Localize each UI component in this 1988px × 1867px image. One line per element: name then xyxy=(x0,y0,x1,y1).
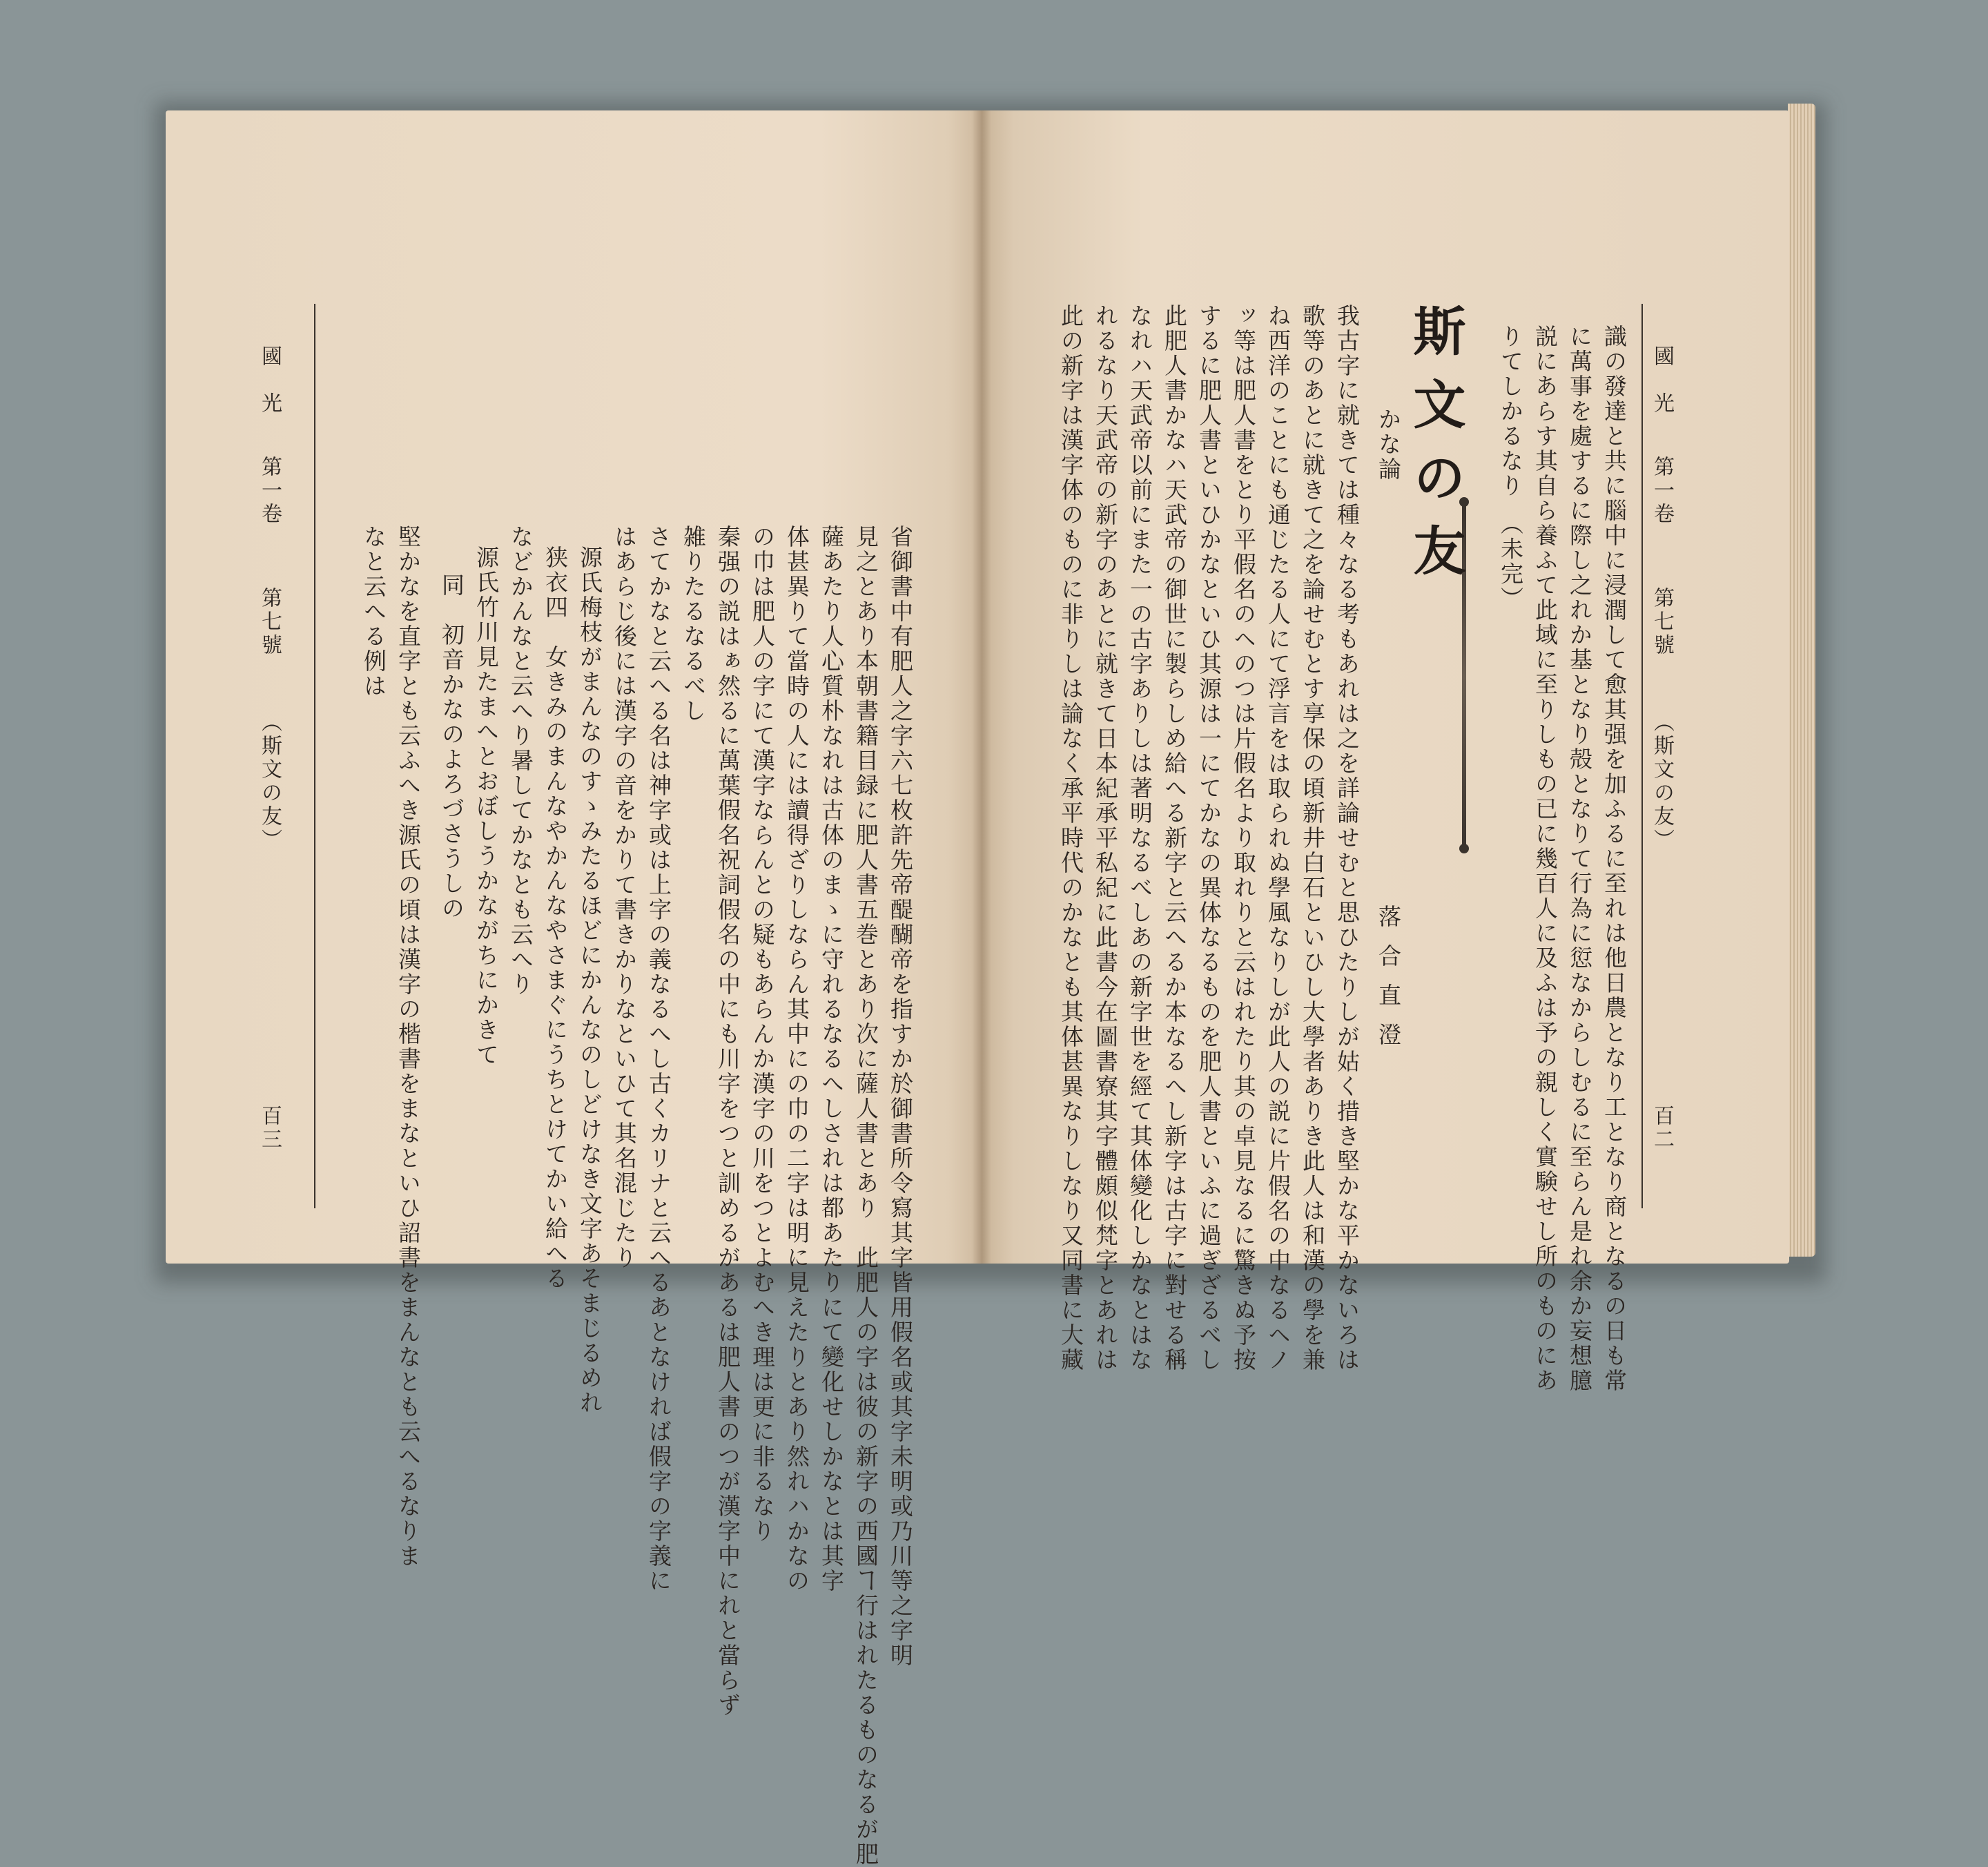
left-page-number: 百三 xyxy=(257,1105,282,1152)
left-text-column: はあらじ後には漢字の音をかりて書きかりなといひて其名混じたり xyxy=(611,525,638,1270)
left-text-column: の巾は肥人の字にて漢字ならんとの疑もあらんか漢字の川をつとよむへき理は更に非るなり xyxy=(749,525,776,1544)
right-header-volume: 第一卷 xyxy=(1650,456,1674,526)
left-header-journal: 國 光 xyxy=(257,345,282,416)
article-subtitle: かな論 xyxy=(1375,407,1402,482)
left-text-column: 体甚異りて當時の人には讀得ざりしならん其中にの巾の二字は明に見えたりとあり然れハかなの xyxy=(783,525,810,1594)
left-text-column: さてかなと云へる名は神字或は上字の義なるへし古くカリナと云へるあとなければ假字の字義に xyxy=(645,525,672,1594)
left-text-column: 薩あたり人心質朴なれは古体のまゝに守れるなるへしされは都あたりにて變化せしかなとは其字 xyxy=(818,525,845,1594)
left-text-column: 源氏梅枝がまんなのすゝみたるほどにかんなのしどけなき文字あそまじるめれ xyxy=(576,545,603,1415)
right-header-journal: 國 光 xyxy=(1650,345,1674,416)
left-header-volume: 第一卷 xyxy=(257,456,282,526)
right-page-number: 百二 xyxy=(1650,1105,1674,1152)
right-text-column: 此の新字は漢字体のものに非りしは論なく承平時代のかなとも其体甚異なりしなり又同書に大藏 xyxy=(1058,304,1084,1373)
book-gutter xyxy=(972,110,991,1264)
left-header-section: （斯文の友） xyxy=(257,711,282,852)
left-text-column: 源氏竹川見たまへとおぼしうかながちにかきて xyxy=(473,545,500,1067)
right-text-column: 識の發達と共に腦中に浸潤して愈其强を加ふるに至れは他日農となり工となり商となるの日も常 xyxy=(1601,325,1628,1393)
left-text-column: 見之とあり本朝書籍目録に肥人書五巻とあり次に薩人書とあり 此肥人の字は彼の新字の西國ヿ行はれたるものなるが肥 xyxy=(852,525,879,1867)
right-text-column: に萬事を處するに際し之れか基となり殻となりて行為に愆なからしむるに至らん是れ余か妄想臆 xyxy=(1566,325,1593,1393)
right-text-column: するに肥人書といひかなといひ其源は一にてかなの異体なるものを肥人書といふに過ぎざるべし xyxy=(1196,304,1222,1373)
left-header-rule xyxy=(314,304,315,1208)
article-author: 落合直澄 xyxy=(1375,905,1402,1062)
left-text-column: などかんなと云へり暑してかなとも云へり xyxy=(507,525,534,997)
article-title: 斯文の友 xyxy=(1405,304,1466,597)
page-edges xyxy=(1788,104,1815,1257)
right-text-column: 此肥人書かなハ天武帝の御世に製らしめ給へる新字と云へるか本なるへし新字は古字に對せる稱 xyxy=(1161,304,1188,1373)
right-header-issue: 第七號 xyxy=(1650,587,1674,657)
right-text-column: 説にあらす其自ら養ふて此域に至りしもの已に幾百人に及ふは予の親しく實験せし所のものにあ xyxy=(1532,325,1559,1393)
left-header-issue: 第七號 xyxy=(257,587,282,657)
right-text-column: ね西洋のことにも通じたる人にて浮言をは取られぬ學風なりしが此人の説に片假名の中なるヘノ xyxy=(1265,304,1292,1373)
left-text-column: 省御書中有肥人之字六七枚許先帝醍醐帝を指すか於御書所令寫其字皆用假名或其字未明或乃川等之字明 xyxy=(887,525,914,1668)
right-text-column: なれハ天武帝以前にまた一の古字ありしは著明なるべしあの新字世を經て其体變化しかなとはな xyxy=(1127,304,1153,1373)
right-text-column: 歌等のあとに就きて之を論せむとす享保の頃新井白石といひし大學者ありき此人は和漢の學を兼 xyxy=(1299,304,1326,1373)
right-text-column: れるなり天武帝の新字のあとに就きて日本紀承平私紀に此書今在圖書寮其字體頗似梵字とあれは xyxy=(1092,304,1119,1373)
left-text-column: 堅かなを直字とも云ふへき源氏の頃は漢字の楷書をまなといひ詔書をまんなとも云へるなりま xyxy=(395,525,422,1569)
left-text-column: 同 初音かなのよろづさうしの xyxy=(438,573,465,921)
right-header-section: （斯文の友） xyxy=(1650,711,1674,852)
left-text-column: なと云へる例は xyxy=(360,525,387,699)
left-text-column: 狭衣四 女きみのまんなやかんなやさまぐにうちとけてかい給へる xyxy=(542,545,569,1291)
right-header-rule xyxy=(1641,304,1643,1208)
left-text-column: 雑りたるなるべし xyxy=(680,525,707,724)
ornament-dot xyxy=(1459,844,1469,853)
right-text-column: りてしかるなり （未完） xyxy=(1497,325,1524,612)
right-text-column: 我古字に就きては種々なる考もあれは之を詳論せむと思ひたりしが姑く措き堅かな平かないろは xyxy=(1334,304,1361,1373)
left-text-column: 秦强の説はぁ然るに萬葉假名祝詞假名の中にも川字をつと訓めるがあるは肥人書のつが漢字中にれと當らず xyxy=(714,525,741,1718)
right-text-column: ッ等は肥人書をとり平假名のヘのつは片假名より取れりと云はれたり其の卓見なるに驚きぬ予按 xyxy=(1230,304,1257,1373)
